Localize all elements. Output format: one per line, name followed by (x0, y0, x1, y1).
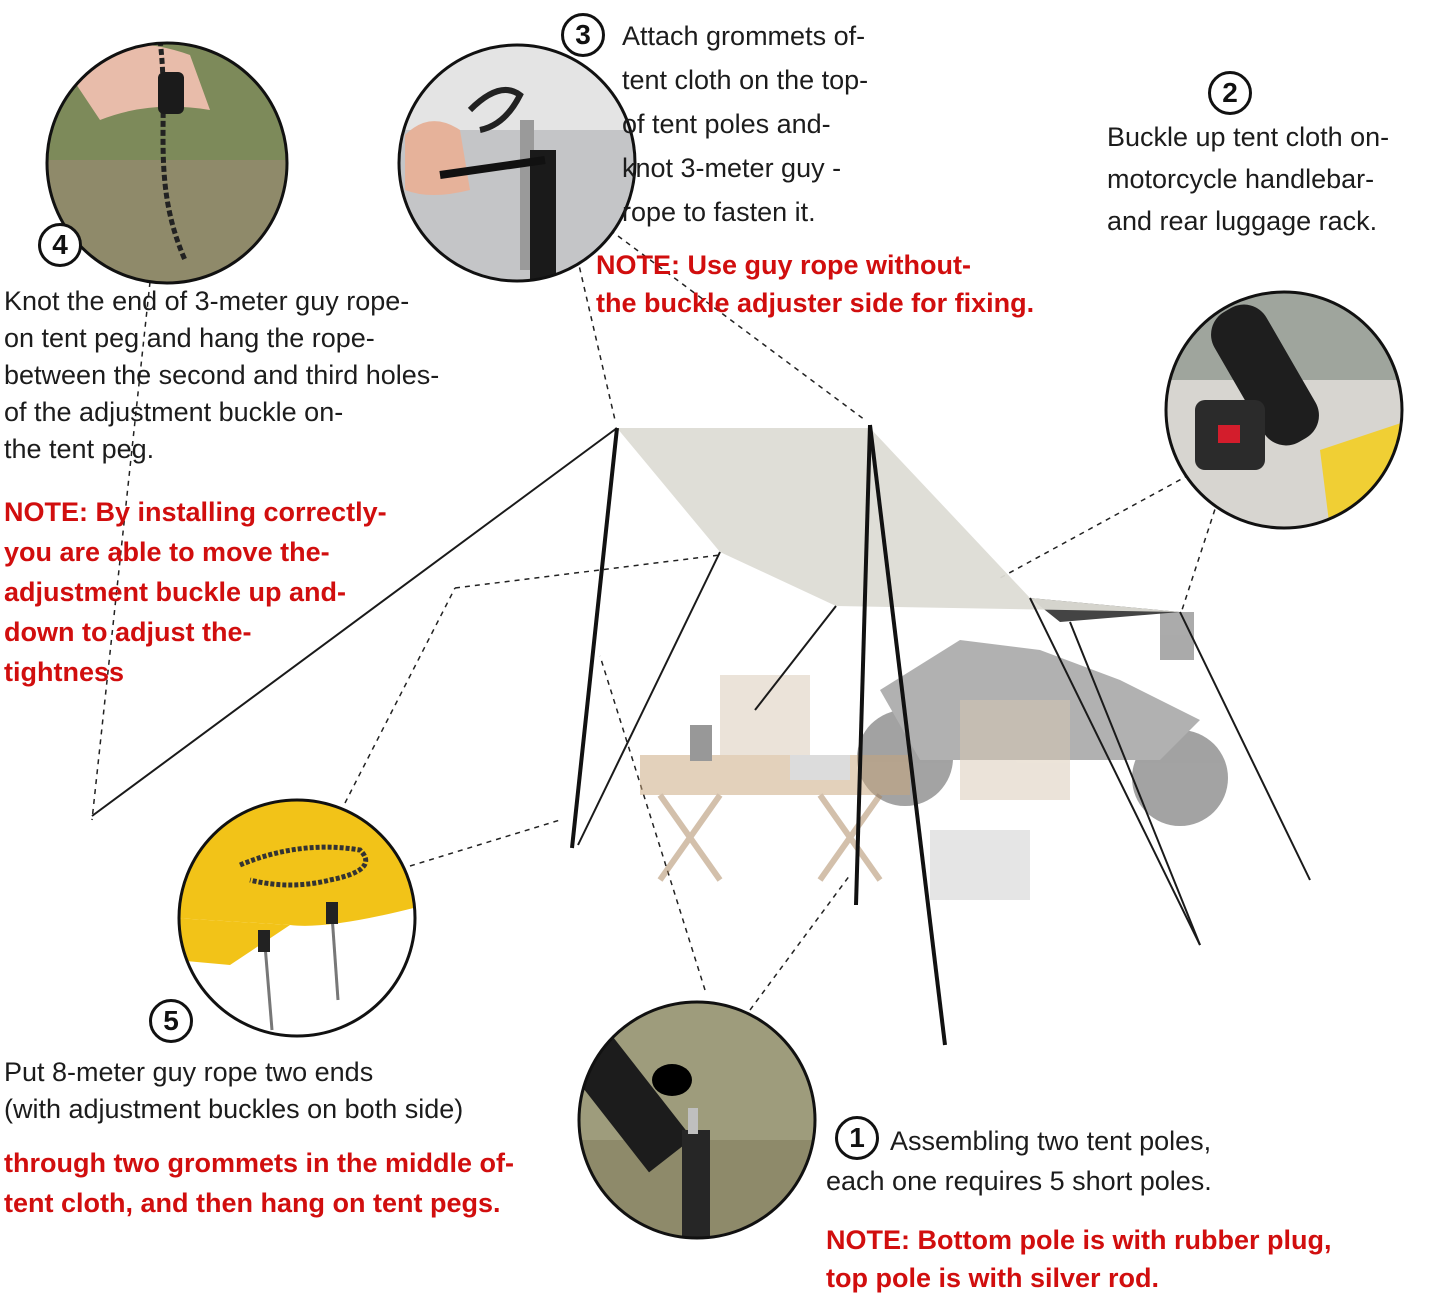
step-4-number: 4 (38, 223, 82, 267)
motorcycle-handlebar-icon (1160, 290, 1410, 530)
step-4-note: NOTE: By installing correctly- you are able to move the- adjustment buckle up and- down to adjust the- tightness (4, 497, 387, 687)
yellow-tarp-rope-icon (175, 795, 425, 1045)
step-5-text: Put 8-meter guy rope two ends (with adjustment buckles on both side) (4, 1057, 464, 1124)
step-1-text: Assembling two tent poles, each one requires 5 short poles. (826, 1126, 1212, 1196)
step-3-text: Attach grommets of- tent cloth on the top- of tent poles and- knot 3-meter guy - rope to fasten it. (622, 21, 869, 227)
step-5-note: through two grommets in the middle of- tent cloth, and then hang on tent pegs. (4, 1148, 514, 1218)
tent-pole-joint-icon (563, 1000, 825, 1245)
camp-table-icon (640, 675, 1070, 900)
step-3-note: NOTE: Use guy rope without- the buckle adjuster side for fixing. (596, 250, 1035, 318)
step-4-text: Knot the end of 3-meter guy rope- on tent peg and hang the rope- between the second and third holes- of the adjustment buckle on- the tent peg. (4, 286, 440, 464)
step-1-note: NOTE: Bottom pole is with rubber plug, top pole is with silver rod. (826, 1225, 1332, 1293)
step-1-number: 1 (835, 1116, 879, 1160)
step-3-number: 3 (561, 13, 605, 57)
step-2-number: 2 (1208, 71, 1252, 115)
step-5-number: 5 (149, 999, 193, 1043)
step-2-text: Buckle up tent cloth on- motorcycle handlebar- and rear luggage rack. (1107, 122, 1390, 236)
tarp-cloth (617, 428, 1180, 612)
